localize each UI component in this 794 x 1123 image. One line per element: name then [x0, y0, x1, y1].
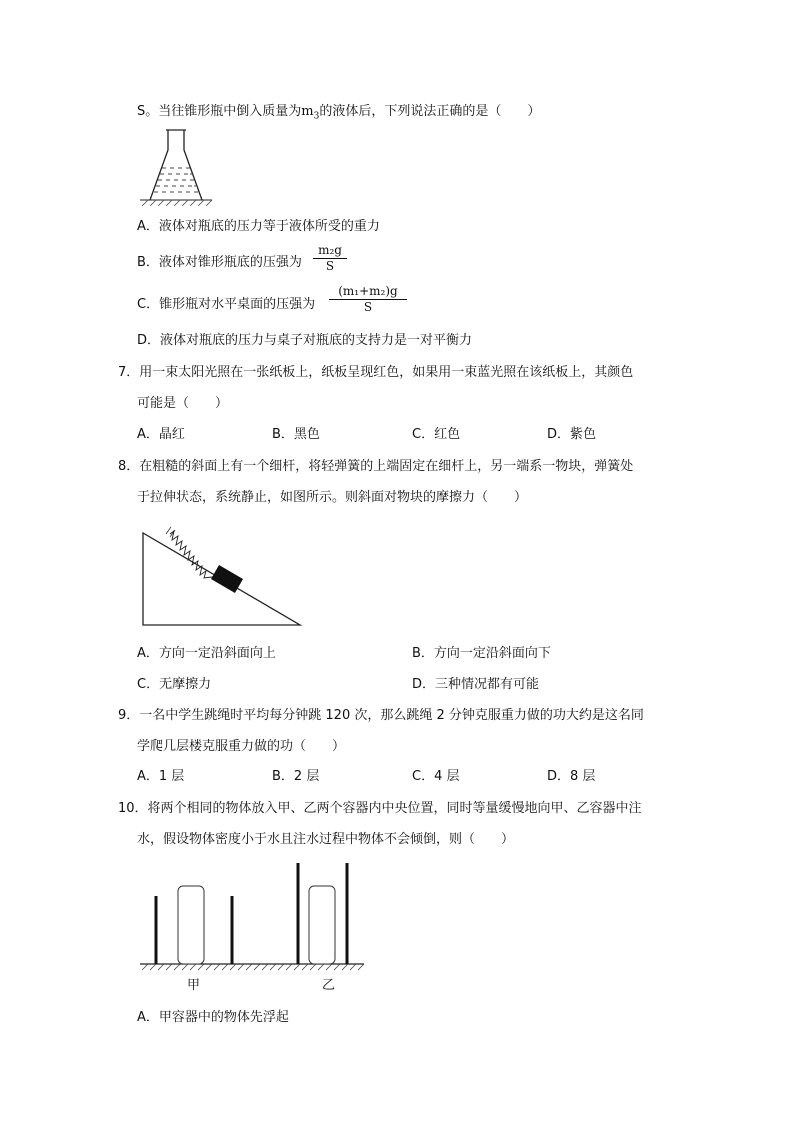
q6-option-c-fraction [329, 285, 407, 314]
q8-option-b: B．方向一定沿斜面向下 [412, 646, 551, 661]
conical-flask-figure [140, 128, 215, 208]
q8-stem-line1: 8．在粗糙的斜面上有一个细杆，将轻弹簧的上端固定在细杆上，另一端系一物块，弹簧处 [118, 459, 634, 474]
q6-option-d: D．液体对瓶底的压力与桌子对瓶底的支持力是一对平衡力 [137, 333, 473, 348]
container-label-yi: 乙 [322, 978, 336, 993]
q6-stem-var: $m_3$ [301, 104, 320, 122]
q8-option-c: C．无摩擦力 [137, 677, 212, 692]
q8-option-d: D．三种情况都有可能 [412, 677, 540, 692]
q6-stem-tail: 的液体后，下列说法正确的是（ ） [319, 104, 541, 119]
q7-option-b: B．黑色 [272, 427, 320, 442]
q6-stem-text: S。当往锥形瓶中倒入质量为 [137, 104, 302, 119]
q6-option-b: B．液体对锥形瓶底的压强为 [137, 255, 302, 270]
fraction-denominator: S [325, 259, 335, 273]
container-label-jia: 甲 [187, 978, 201, 993]
q6-stem [137, 104, 540, 125]
fraction-numerator: m₂g [318, 243, 342, 257]
q7-option-d: D．紫色 [547, 427, 597, 442]
two-containers-figure [138, 860, 368, 975]
q7-stem-line2: 可能是（ ） [137, 396, 229, 411]
q9-stem-line2: 学爬几层楼克服重力做的功（ ） [137, 739, 346, 754]
q9-option-b: B．2 层 [272, 769, 320, 784]
q10-option-a: A．甲容器中的物体先浮起 [137, 1010, 289, 1025]
q6-option-a: A．液体对瓶底的压力等于液体所受的重力 [137, 219, 380, 234]
q9-option-d: D．8 层 [547, 769, 596, 784]
q9-option-c: C．4 层 [412, 769, 460, 784]
q10-stem-line2: 水，假设物体密度小于水且注水过程中物体不会倾倒，则（ ） [137, 832, 515, 847]
q7-option-a: A．晶红 [137, 427, 185, 442]
q9-stem-line1: 9．一名中学生跳绳时平均每分钟跳 120 次，那么跳绳 2 分钟克服重力做的功大约是这名同 [118, 708, 644, 723]
q10-stem-line1: 10．将两个相同的物体放入甲、乙两个容器内中央位置，同时等量缓慢地向甲、乙容器中注 [118, 801, 642, 816]
q8-stem-line2: 于拉伸状态，系统静止，如图所示。则斜面对物块的摩擦力（ ） [137, 490, 528, 505]
fraction-numerator: (m₁+m₂)g [338, 284, 398, 298]
fraction-denominator: S [363, 300, 373, 314]
q6-option-b-fraction [313, 244, 347, 273]
q9-option-a: A．1 层 [137, 769, 185, 784]
q7-option-c: C．红色 [412, 427, 461, 442]
q6-option-c: C．锥形瓶对水平桌面的压强为 [137, 297, 316, 312]
incline-spring-figure [140, 520, 305, 630]
q7-stem-line1: 7．用一束太阳光照在一张纸板上，纸板呈现红色，如果用一束蓝光照在该纸板上，其颜色 [118, 365, 634, 380]
q8-option-a: A．方向一定沿斜面向上 [137, 646, 276, 661]
